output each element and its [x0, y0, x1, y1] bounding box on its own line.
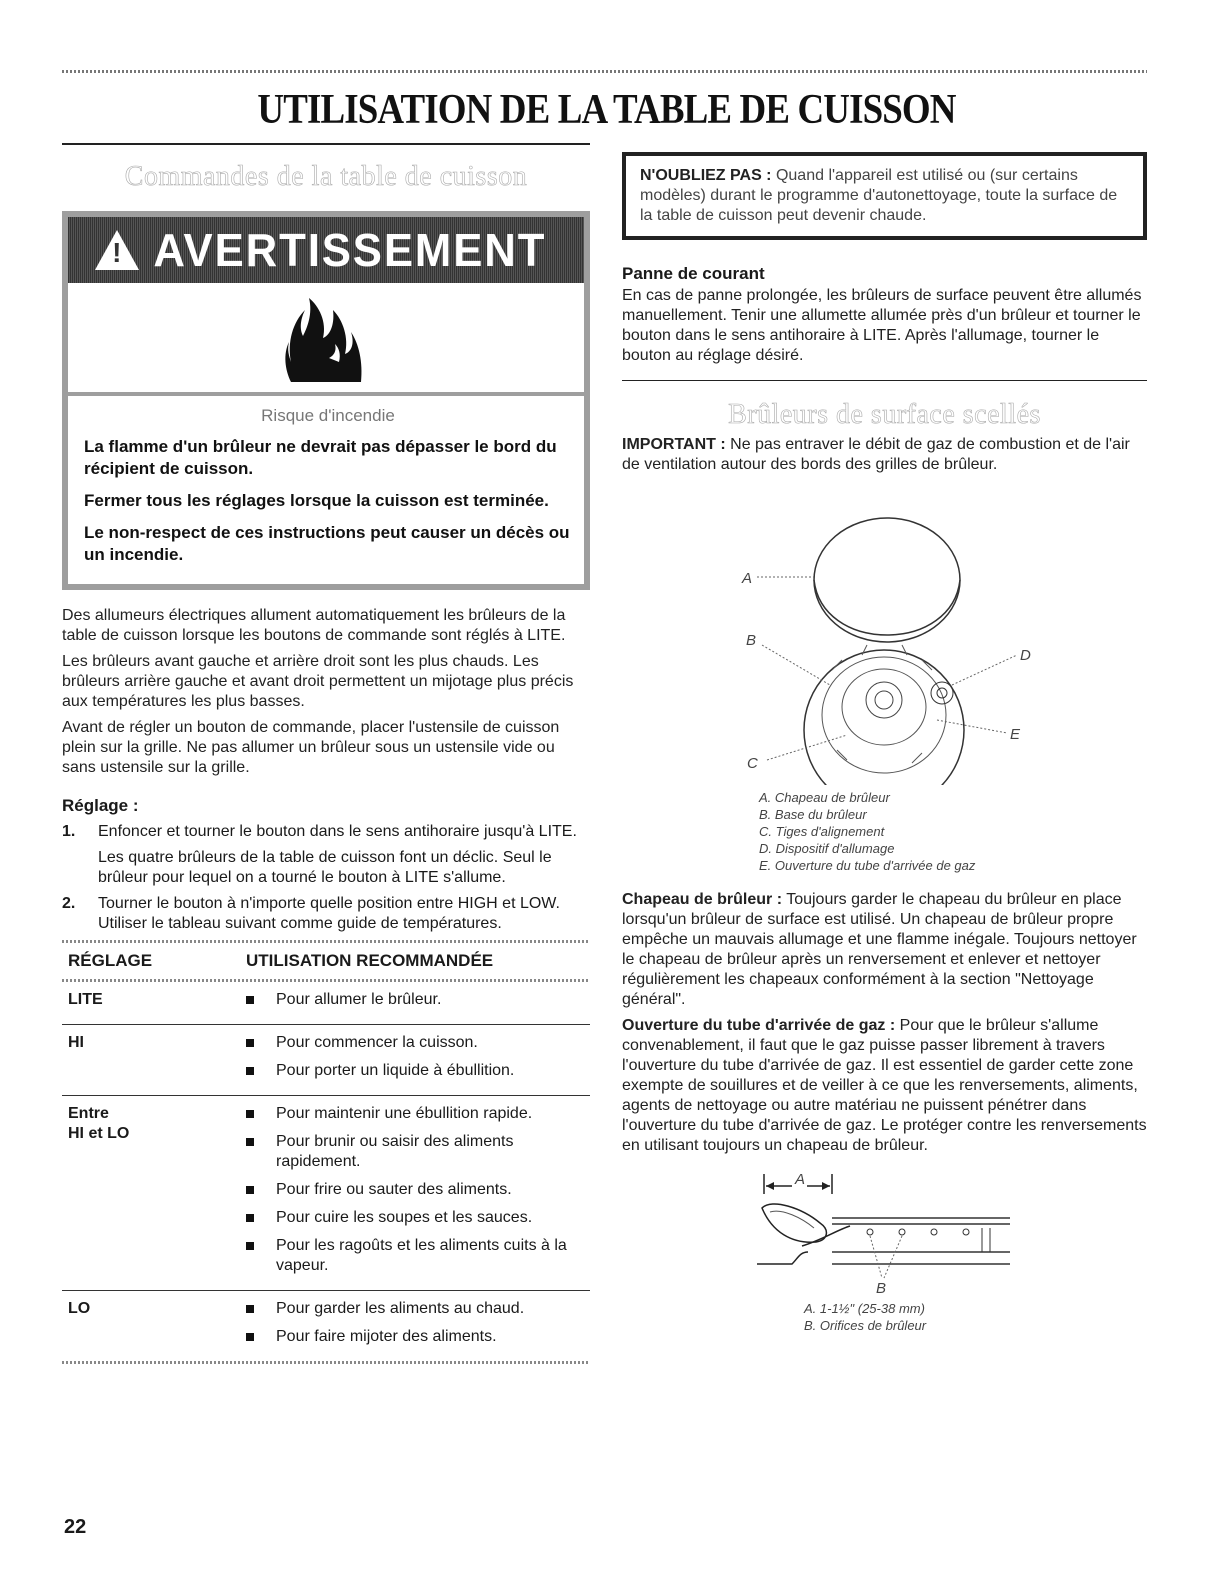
step-text: Tourner le bouton à n'importe quelle position entre HIGH et LOW. Utiliser le tableau suivant comme guide de températures.: [98, 895, 560, 932]
figure-label: A: [795, 1171, 806, 1188]
table-row: [62, 1290, 590, 1361]
tube-label: Ouverture du tube d'arrivée de gaz :: [622, 1017, 896, 1034]
warning-triangle-icon: [95, 230, 139, 270]
figure-label: D: [1020, 647, 1031, 664]
paragraph: Des allumeurs électriques allument automatiquement les brûleurs de la table de cuisson lorsque les boutons de commande sont réglés à LITE.: [62, 607, 566, 644]
figure-label: B: [746, 632, 757, 649]
figure-label: C: [747, 755, 758, 772]
use-item: Pour maintenir une ébullition rapide.: [246, 1104, 590, 1124]
header-use: UTILISATION RECOMMANDÉE: [246, 951, 494, 970]
figure-caption: D. Dispositif d'allumage: [759, 841, 895, 856]
use-item: Pour garder les aliments au chaud.: [246, 1299, 590, 1319]
step-text: Enfoncer et tourner le bouton dans le sens antihoraire jusqu'à LITE.: [98, 823, 577, 840]
figure-caption: A. 1-1½" (25-38 mm): [804, 1301, 925, 1316]
warning-subtitle: Risque d'incendie: [261, 406, 395, 425]
right-column: [622, 143, 1147, 1334]
figure-caption: B. Orifices de brûleur: [804, 1318, 927, 1333]
cap-text: Toujours garder le chapeau du brûleur en place lorsqu'un brûleur de surface est utilisé. Un chapeau de brûleur propre empêche un mauvais allumage et une flamme inégale. Toujours nettoyer le chapeau de brûleur après un renversement et enlever et nettoyer régulièrement les chapeaux conformément à la section "Nettoyage général".: [622, 891, 1137, 1008]
warning-line: Le non-respect de ces instructions peut causer un décès ou un incendie.: [84, 523, 570, 564]
remember-box: [622, 152, 1147, 240]
figure-caption: E. Ouverture du tube d'arrivée de gaz: [759, 858, 976, 873]
remember-text: Quand l'appareil est utilisé ou (sur certains modèles) durant le programme d'autonettoyage, toute la surface de la table de cuisson peut devenir chaude.: [640, 167, 1118, 224]
use-item: Pour porter un liquide à ébullition.: [246, 1061, 590, 1081]
step-number: 1.: [62, 823, 76, 840]
setting-cell: LITE: [68, 991, 103, 1008]
warning-banner: [68, 217, 584, 283]
figure-caption: C. Tiges d'alignement: [759, 824, 885, 839]
important-label: IMPORTANT :: [622, 436, 726, 453]
use-item: Pour allumer le brûleur.: [246, 990, 590, 1010]
section-title-bruleurs: Brûleurs de surface scellés: [728, 399, 1041, 430]
figure-label: B: [876, 1280, 887, 1296]
important-text: Ne pas entraver le débit de gaz de combustion et de l'air de ventilation autour des bords des grilles de brûleur.: [622, 436, 1130, 473]
use-item: Pour les ragoûts et les aliments cuits à la vapeur.: [246, 1236, 590, 1276]
flame-height-diagram: [622, 1168, 1147, 1296]
warning-line: La flamme d'un brûleur ne devrait pas dépasser le bord du récipient de cuisson.: [84, 437, 557, 478]
left-column: [62, 143, 590, 1364]
header-setting: RÉGLAGE: [68, 951, 153, 970]
step-2: [62, 894, 590, 934]
top-dotted-rule: [62, 70, 1147, 73]
warning-banner-text: AVERTISSEMENT: [153, 224, 547, 276]
tube-text: Pour que le brûleur s'allume convenablement, il faut que le gaz puisse passer librement à travers l'ouverture du tube d'arrivée de gaz. Il est essentiel de garder cette zone exempte de souillures et de veiller à ce que les renversements, aliments, agents de nettoyage ou autre matériau ne puissent pénétrer dans l'ouverture du tube d'arrivée de gaz. Le protéger contre les renversements en utilisant toujours un chapeau de brûleur.: [622, 1017, 1147, 1154]
figure-caption: A. Chapeau de brûleur: [759, 790, 890, 805]
setting-cell: Entre HI et LO: [68, 1105, 130, 1142]
use-item: Pour faire mijoter des aliments.: [246, 1327, 590, 1347]
page-title: UTILISATION DE LA TABLE DE CUISSON: [257, 87, 956, 133]
flame-icon: [281, 292, 371, 384]
use-item: Pour brunir ou saisir des aliments rapidement.: [246, 1132, 590, 1172]
warning-box: [62, 211, 590, 590]
setting-cell: HI: [68, 1034, 84, 1051]
use-item: Pour cuire les soupes et les sauces.: [246, 1208, 590, 1228]
figure-caption: B. Base du brûleur: [759, 807, 867, 822]
section-rule: [62, 143, 590, 145]
use-item: Pour commencer la cuisson.: [246, 1033, 590, 1053]
cap-label: Chapeau de brûleur :: [622, 891, 783, 908]
tube-paragraph: [622, 1016, 1147, 1156]
use-item: Pour frire ou sauter des aliments.: [246, 1180, 590, 1200]
important-note: [622, 435, 1147, 475]
warning-body: [68, 396, 584, 584]
power-outage-text: En cas de panne prolongée, les brûleurs de surface peuvent être allumés manuellement. Tenir une allumette allumée près d'un brûleur et tourner le bouton dans le sens antihoraire à LITE. Après l'allumage, tourner le bouton au réglage désiré.: [622, 287, 1142, 364]
step-text: Les quatre brûleurs de la table de cuisson font un déclic. Seul le brûleur pour lequel on a tourné le bouton à LITE s'allume.: [98, 849, 552, 886]
cap-paragraph: [622, 890, 1147, 1010]
remember-label: N'OUBLIEZ PAS :: [640, 167, 772, 184]
warning-line: Fermer tous les réglages lorsque la cuisson est terminée.: [84, 491, 549, 510]
section-rule: [622, 380, 1147, 381]
paragraph: Avant de régler un bouton de commande, placer l'ustensile de cuisson plein sur la grille. Ne pas allumer un brûleur sous un ustensile vide ou sans ustensile sur la grille.: [62, 719, 560, 776]
settings-table: [62, 940, 590, 1364]
section-title-commandes: Commandes de la table de cuisson: [124, 161, 528, 192]
paragraph: Les brûleurs avant gauche et arrière droit sont les plus chauds. Les brûleurs arrière gauche et avant droit permettent un mijotage plus précis aux températures les plus basses.: [62, 653, 574, 710]
figure-label: A: [742, 570, 753, 587]
reglage-heading: Réglage :: [62, 796, 139, 815]
table-row: [62, 1095, 590, 1290]
setting-cell: LO: [68, 1300, 91, 1317]
table-row: [62, 1024, 590, 1095]
figure1-captions: [759, 789, 1147, 874]
step-1: [62, 822, 590, 888]
step-number: 2.: [62, 895, 76, 912]
burner-diagram: [622, 485, 1147, 785]
page-number: 22: [64, 1516, 87, 1538]
figure-label: E: [1010, 726, 1021, 743]
power-outage-heading: Panne de courant: [622, 264, 765, 283]
fire-hazard-image: [68, 283, 584, 396]
table-dotted-rule: [62, 1361, 590, 1364]
figure2-captions: [804, 1300, 1147, 1334]
table-row: [62, 982, 590, 1024]
table-header: [62, 943, 590, 979]
